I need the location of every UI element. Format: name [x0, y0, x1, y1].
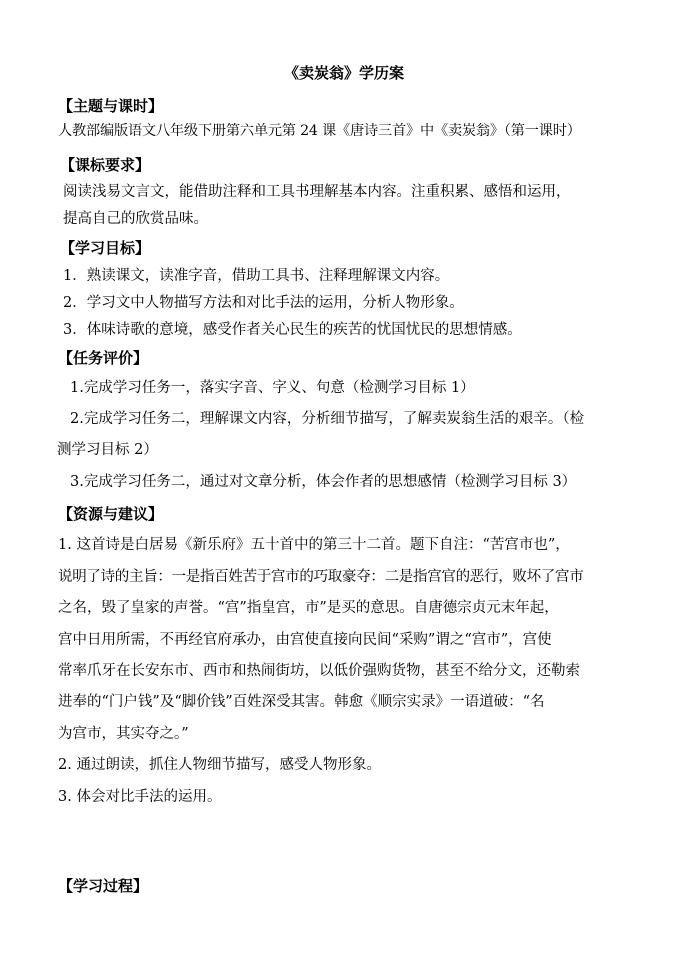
- topic-heading: 【主题与课时】: [58, 97, 164, 115]
- resource-line: 进奉的“门户钱”及“脚价钱”百姓深受其害。韩愈《顺宗实录》一语道破：“名: [58, 694, 545, 710]
- task-line: 2.完成学习任务二，理解课文内容，分析细节描写，了解卖炭翁生活的艰辛。（检: [70, 411, 585, 427]
- standards-line: 提高自己的欣赏品味。: [63, 211, 208, 227]
- resources-heading: 【资源与建议】: [58, 505, 164, 523]
- standards-line: 阅读浅易文言文，能借助注释和工具书理解基本内容。注重积累、感悟和运用，: [63, 184, 571, 200]
- resource-line: 1. 这首诗是白居易《新乐府》五十首中的第三十二首。题下自注：“苦宫市也”，: [58, 537, 570, 553]
- goals-heading: 【学习目标】: [60, 239, 151, 257]
- task-line: 测学习目标 2）: [57, 442, 158, 458]
- resource-line: 宫中日用所需，不再经官府承办，由宫使直接向民间“采购”谓之“宫市”，宫使: [58, 632, 552, 648]
- goal-item: 2．学习文中人物描写方法和对比手法的运用，分析人物形象。: [63, 295, 464, 311]
- goal-item: 3．体味诗歌的意境，感受作者关心民生的疾苦的忧国忧民的思想情感。: [63, 322, 522, 338]
- resource-line: 3. 体会对比手法的运用。: [58, 789, 222, 805]
- document-title: 《卖炭翁》学历案: [283, 64, 404, 82]
- tasks-heading: 【任务评价】: [58, 349, 149, 367]
- resource-line: 说明了诗的主旨：一是指百姓苦于宫市的巧取豪夺：二是指宫官的恶行，败坏了宫市: [58, 569, 584, 585]
- task-line: 1.完成学习任务一，落实字音、字义、句意（检测学习目标 1）: [70, 380, 475, 396]
- standards-heading: 【课标要求】: [60, 156, 151, 174]
- resource-line: 之名，毁了皇家的声誉。“宫”指皇宫，市”是买的意思。自唐德宗贞元末年起，: [58, 600, 559, 616]
- topic-text: 人教部编版语文八年级下册第六单元第 24 课《唐诗三首》中《卖炭翁》（第一课时）: [58, 123, 581, 139]
- goal-item: 1．熟读课文，读准字音，借助工具书、注释理解课文内容。: [63, 268, 450, 284]
- task-line: 3.完成学习任务二，通过对文章分析，体会作者的思想感情（检测学习目标 3）: [70, 474, 577, 490]
- resource-line: 2. 通过朗读，抓住人物细节描写，感受人物形象。: [58, 757, 381, 773]
- resource-line: 为宫市，其实夺之。”: [58, 726, 189, 742]
- process-heading: 【学习过程】: [58, 877, 149, 895]
- resource-line: 常率爪牙在长安东市、西市和热闹街坊，以低价强购货物，甚至不给分文，还勒索: [58, 663, 580, 679]
